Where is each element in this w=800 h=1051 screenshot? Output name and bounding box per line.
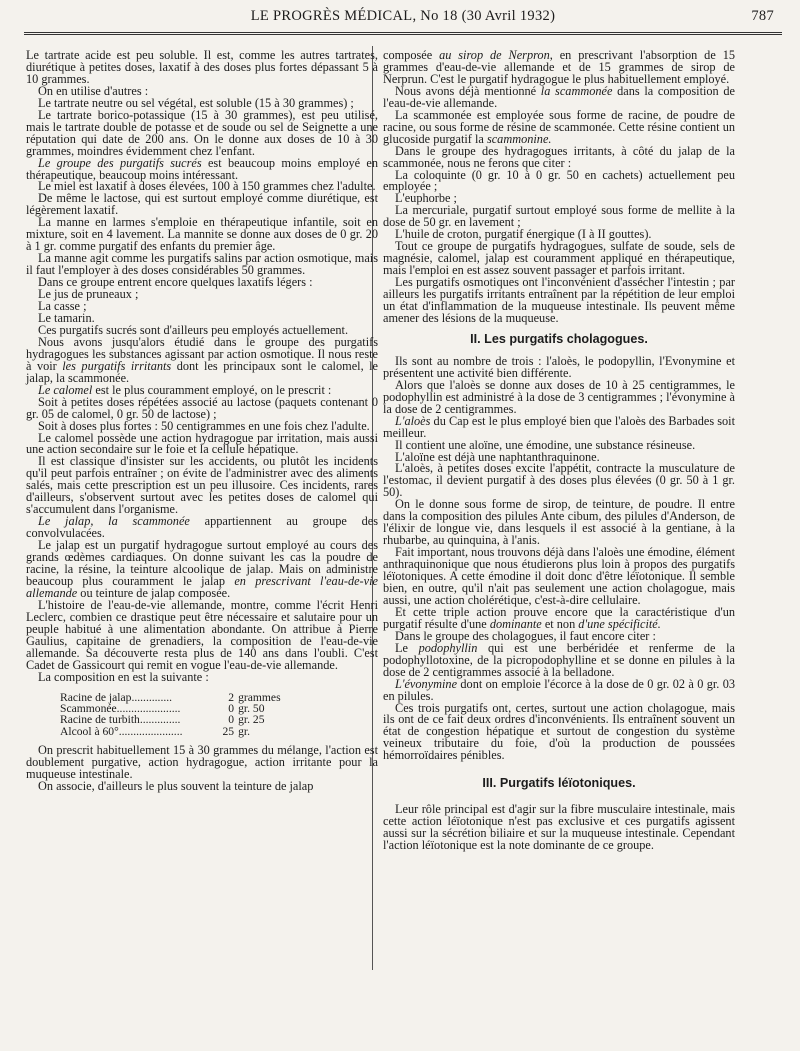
paragraph: On en utilise d'autres :: [38, 83, 149, 98]
paragraph: Ils sont au nombre de trois : l'aloès, le podopyllin, l'Evonymine et présentent une activité bien différente.: [383, 353, 735, 380]
paragraph: Alors que l'aloès se donne aux doses de 10 à 25 centigrammes, le podophyllin est administré à la dose de 3 centigrammes ; l'évonymine à la dose de 2 centigrammes.: [383, 377, 735, 416]
ingredient-qty: 2: [228, 690, 235, 704]
paragraph-text: composée: [383, 48, 440, 62]
paragraph-text: qui est une berbéridée et renferme de la podophyllotoxine, de la picropodophylline et se donne en pilules à la dose de 2 centigrammes associé à la belladone.: [383, 640, 735, 679]
paragraph-text: Nous avons jusqu'alors étudié dans le groupe des purgatifs hydragogues les substances agissant par action osmotique. Il nous reste à voir: [26, 334, 378, 373]
paragraph-text: dans la composition de l'eau-de-vie allemande.: [383, 83, 735, 110]
header-rule: [24, 32, 782, 35]
page-number: 787: [751, 8, 774, 24]
paragraph: Le calomel possède une action hydragogue par irritation, mais aussi une action secondaire sur le foie et la cellule hépatique.: [26, 430, 378, 457]
italic-term: Le groupe des purgatifs sucrés: [38, 155, 202, 170]
composition-table: [60, 692, 281, 738]
paragraph: Tout ce groupe de purgatifs hydragogues, sulfate de soude, sels de magnésie, calomel, jalap est couramment appliqué en thérapeutique, mais l'emploi en est assez souvent passager et parfois irritant.: [383, 239, 735, 278]
paragraph: Les purgatifs osmotiques ont l'inconvénient d'assécher l'intestin ; par ailleurs les purgatifs irritants entraînent par la répétition de leur emploi un état d'inflammation de la muqueuse intestinale. Ils peuvent même amener des lésions de la muqueuse.: [383, 275, 735, 325]
italic-term: la scammonée: [540, 83, 613, 98]
italic-term: scammonine.: [486, 131, 552, 146]
paragraph: Il est classique d'insister sur les accidents, ou plutôt les incidents qu'il peut parfois entraîner ; on évite de l'administrer avec des aliments salés, mais cette prescription est un peu illusoire. Ces incidents, rares d'ailleurs, s'observent surtout avec les petites doses de calomel qui s'accumulent dans l'organisme.: [26, 454, 378, 517]
ingredient-unit: gr. 50: [238, 701, 265, 715]
paragraph: [383, 676, 735, 703]
paragraph: La coloquinte (0 gr. 10 à 0 gr. 50 en cachets) actuellement peu employée ;: [383, 167, 735, 194]
paragraph: Le tartrate acide est peu soluble. Il est, comme les autres tartrates, diurétique à petites doses, laxatif à des doses plus fortes dépassant 5 à 10 grammes.: [26, 48, 378, 86]
paragraph: Dans ce groupe entrent encore quelques laxatifs légers :: [38, 275, 313, 290]
ingredient-name: Racine de turbith..............: [60, 713, 181, 727]
paragraph: [383, 413, 735, 440]
paragraph-text: Et cette triple action prouve encore que la caractéristique d'un purgatif résulte d'une: [383, 604, 735, 631]
paragraph: [26, 155, 378, 182]
italic-term: en prescrivant l'eau-de-vie allemande: [26, 573, 378, 600]
list-item: Le jus de pruneaux ;: [38, 287, 139, 302]
section-heading: III. Purgatifs léïotoniques.: [482, 776, 636, 791]
paragraph: Le miel est laxatif à doses élevées, 100 à 150 grammes chez l'adulte.: [38, 179, 376, 194]
running-title: LE PROGRÈS MÉDICAL, No 18 (30 Avril 1932): [250, 8, 556, 24]
paragraph: Fait important, nous trouvons déjà dans l'aloès une émodine, élément anthraquinonique que nous étudierons plus loin à propos des purgatifs léïotoniques. A cette émodine il doit donc d'être léïotonique. Il semble bien, en outre, qu'il n'ait pas seulement une action cholagogue, mais aussi, une action cholérétique, c'est-à-dire cellulaire.: [383, 545, 735, 607]
paragraph: De même le lactose, qui est surtout employé comme diurétique, est légèrement laxatif.: [26, 191, 378, 218]
paragraph: Soit à petites doses répétées associé au lactose (paquets contenant 0 gr. 05 de calomel, 0 gr. 50 de lactose) ;: [26, 394, 378, 421]
paragraph: Ces purgatifs sucrés sont d'ailleurs peu employés actuellement.: [38, 322, 349, 337]
italic-term: dominante: [489, 616, 542, 631]
left-column: [26, 50, 378, 793]
paragraph: On prescrit habituellement 15 à 30 grammes du mélange, l'action est doublement purgative, action hydragogue, action irritante pour la muqueuse intestinale.: [26, 743, 378, 782]
paragraph: La mercuriale, purgatif surtout employé sous forme de mellite à la dose de 50 gr. en lavement ;: [383, 203, 735, 230]
paragraph-text: Le jalap est un purgatif hydragogue surtout employé au cours des grands œdèmes cardiaques. On donne suivant les cas la poudre de racine, la résine, la teinture alcoolique de jalap. Mais on administre beaucoup plus couramment le jalap: [26, 538, 378, 588]
italic-term: L'aloès: [395, 413, 431, 428]
paragraph: [383, 107, 735, 146]
ingredient-unit: gr.: [238, 724, 251, 738]
paragraph-text: est beaucoup moins employé en thérapeutique, beaucoup moins intéressant.: [26, 155, 378, 182]
ingredient-unit: gr. 25: [238, 713, 265, 727]
paragraph: L'aloïne est déjà une naphtanthraquinone.: [395, 449, 600, 464]
ingredient-qty: 0: [228, 701, 235, 715]
italic-term: les purgatifs irritants: [62, 358, 172, 373]
list-item: La casse ;: [38, 299, 87, 314]
ingredient-name: Alcool à 60°......................: [60, 724, 183, 738]
ingredient-unit: grammes: [238, 690, 281, 704]
paragraph: Dans le groupe des hydragogues irritants, à côté du jalap de la scammonée, nous ne ferons que citer :: [383, 143, 735, 170]
italic-term: L'évonymine: [395, 676, 458, 691]
paragraph-text: , en prescrivant l'absorption de 15 grammes d'eau-de-vie allemande et de 15 grammes de sirop de Nerprun. C'est le purgatif hydragogue le plus habituellement employé.: [383, 48, 735, 86]
paragraph-text: Le: [395, 640, 419, 655]
paragraph: Dans le groupe des cholagogues, il faut encore citer :: [395, 628, 656, 643]
ingredient-qty: 25: [222, 724, 235, 738]
paragraph: Ces trois purgatifs ont, certes, surtout une action cholagogue, mais ils ont de ce fait deux ordres d'inconvénients. Ils entraînent souvent un état de congestion hépatique et surtout de congestion du système veineux tributaire du foie, d'où la production de poussées hémorroïdaires pénibles.: [383, 700, 735, 763]
paragraph: [26, 516, 378, 540]
paragraph: L'histoire de l'eau-de-vie allemande, montre, comme l'écrit Henri Leclerc, combien ce drastique peut être nécessaire et salutaire pour un peuple habitué à une alimentation abondante. On attribue à Pierre Gaulius, capitaine de grenadiers, la composition de l'eau-de-vie allemande. Sa découverte resta plus de 140 ans dans l'oubli. C'est Cadet de Gassicourt qui remit en vogue l'eau-de-vie allemande.: [26, 597, 378, 672]
paragraph-text: et non: [541, 616, 579, 631]
paragraph: L'huile de croton, purgatif énergique (I à II gouttes).: [395, 227, 652, 242]
italic-term: au sirop de Nerpron: [439, 48, 550, 62]
paragraph-text: dont les principaux sont le calomel, le jalap, la scammonée.: [26, 358, 379, 385]
paragraph-text: ou teinture de jalap composée.: [77, 585, 231, 600]
ingredient-name: Racine de jalap..............: [60, 690, 173, 704]
paragraph-text: Nous avons déjà mentionné: [395, 83, 541, 98]
page-header: [24, 4, 782, 38]
paragraph: Le tartrate borico-potassique (15 à 30 grammes), est peu utilisé, mais le tartrate double de potasse et de soude ou sel de Seignette a une réputation qui date de 200 ans. On le donne aux doses de 10 à 30 grammes, moindres évidemment chez l'enfant.: [26, 107, 378, 158]
paragraph: La composition en est la suivante :: [38, 669, 209, 684]
italic-term: Le jalap, la scammonée: [38, 514, 190, 529]
paragraph-text: La scammonée est employée sous forme de racine, de poudre de racine, ou sous forme de résine de scammonée. Cette résine contient un glucoside purgatif la: [383, 107, 735, 146]
ingredient-name: Scammonée......................: [60, 701, 181, 715]
paragraph: L'euphorbe ;: [395, 191, 457, 206]
paragraph: [26, 540, 378, 600]
table-row: [60, 726, 281, 737]
paragraph: On le donne sous forme de sirop, de teinture, de poudre. Il entre dans la composition des pilules Ante cibum, des pilules d'Anderson, de l'élixir de longue vie, dans lesquels il est associé à la gentiane, à la rhubarbe, au quinquina, à l'anis.: [383, 497, 735, 548]
paragraph: [383, 604, 735, 631]
paragraph: [383, 640, 735, 679]
italic-term: Le calomel: [38, 382, 93, 397]
list-item: Le tamarin.: [38, 310, 95, 325]
paragraph: Soit à doses plus fortes : 50 centigrammes en une fois chez l'adulte.: [38, 418, 370, 433]
section-heading: II. Les purgatifs cholagogues.: [470, 331, 648, 346]
paragraph: La manne agit comme les purgatifs salins par action osmotique, mais il faut l'employer à des doses considérables 50 grammes.: [26, 251, 378, 278]
paragraph: [383, 50, 735, 86]
paragraph-text: du Cap est le plus employé bien que l'aloès des Barbades soit meilleur.: [383, 413, 735, 440]
italic-term: podophyllin: [418, 640, 478, 655]
paragraph: Il contient une aloïne, une émodine, une substance résineuse.: [395, 437, 696, 452]
italic-term: d'une spécificité.: [578, 616, 661, 631]
paragraph: On associe, d'ailleurs le plus souvent la teinture de jalap: [38, 779, 314, 793]
ingredient-qty: 0: [228, 713, 235, 727]
paragraph: L'aloès, à petites doses excite l'appétit, contracte la musculature de l'estomac, il devient purgatif à des doses plus élevées (0 gr. 50 à 1 gr. 50).: [383, 461, 735, 500]
paragraph: La manne en larmes s'emploie en thérapeutique infantile, soit en mixture, soit en 4 lavement. La mannite se donne aux doses de 0 gr. 20 à 1 gr. comme purgatif des enfants du premier âge.: [26, 215, 378, 254]
paragraph-text: est le plus couramment employé, on le prescrit :: [92, 382, 332, 397]
paragraph: Leur rôle principal est d'agir sur la fibre musculaire intestinale, mais cette action léïotonique n'est pas exclusive et ces purgatifs agissent aussi sur la sécrétion biliaire et sur la muqueuse intestinale. Cependant l'action léïotonique est la note dominante de ce groupe.: [383, 802, 735, 853]
paragraph-text: appartiennent au groupe des convolvulacées.: [26, 514, 378, 541]
paragraph: [26, 334, 379, 385]
paragraph: Le tartrate neutre ou sel végétal, est soluble (15 à 30 grammes) ;: [38, 95, 354, 110]
right-column: [383, 50, 735, 852]
paragraph: [383, 83, 735, 110]
paragraph-text: dont on emploie l'écorce à la dose de 0 gr. 02 à 0 gr. 03 en pilules.: [383, 676, 735, 703]
